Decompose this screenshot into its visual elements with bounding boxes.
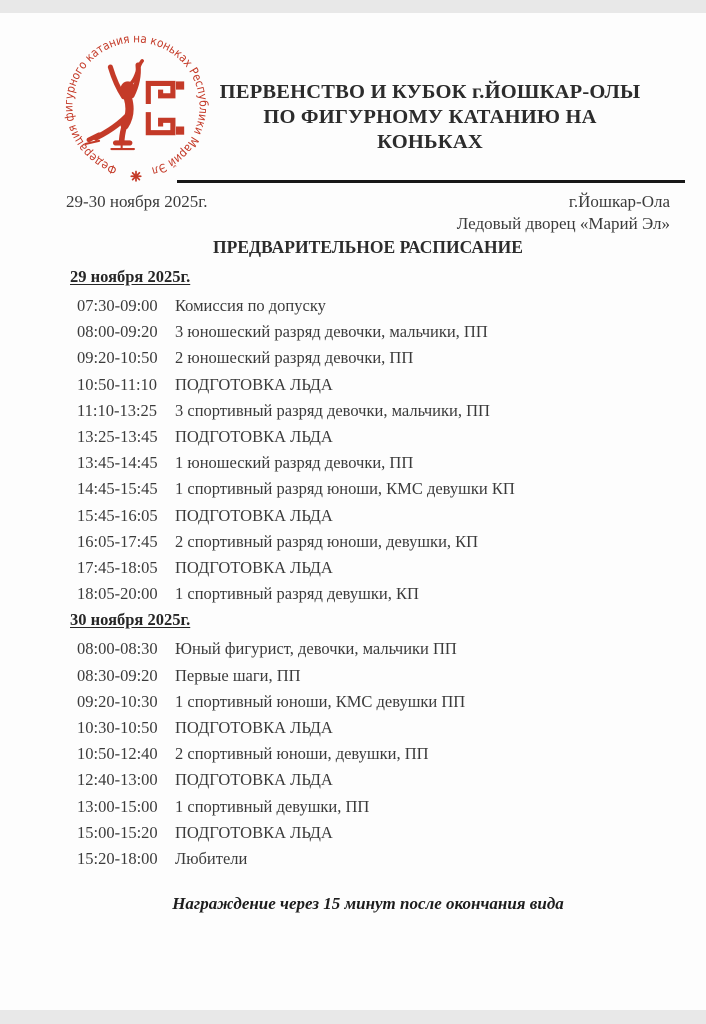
schedule-row-event: 1 спортивный разряд девушки, КП	[175, 584, 419, 604]
schedule-row	[77, 555, 670, 581]
schedule-row	[77, 476, 670, 502]
schedule-row	[77, 503, 670, 529]
schedule-day	[70, 609, 670, 872]
schedule-row	[77, 689, 670, 715]
schedule-row-event: ПОДГОТОВКА ЛЬДА	[175, 822, 333, 842]
schedule-row	[77, 398, 670, 424]
event-info	[66, 191, 670, 259]
schedule-day-heading: 29 ноября 2025г.	[70, 267, 191, 286]
title-line-2: ПО ФИГУРНОМУ КАТАНИЮ НА КОНЬКАХ	[263, 106, 597, 153]
schedule-row-time: 15:45-16:05	[77, 505, 158, 525]
schedule-row	[77, 820, 670, 846]
schedule-row	[77, 767, 670, 793]
title-line-1: ПЕРВЕНСТВО И КУБОК г.ЙОШКАР-ОЛЫ	[219, 81, 641, 103]
event-dates: 29-30 ноября 2025г.	[66, 192, 208, 211]
schedule-row-event: Комиссия по допуску	[175, 296, 326, 315]
schedule-row-event: 1 спортивный девушки, ПП	[175, 796, 370, 816]
schedule-row-event: 1 спортивный разряд юноши, КМС девушки КП	[175, 479, 515, 499]
schedule-row-time: 12:40-13:00	[77, 770, 158, 790]
schedule-row-time: 15:00-15:20	[77, 822, 158, 842]
schedule-day-rows	[77, 293, 670, 607]
schedule-row-time: 08:00-08:30	[77, 639, 158, 659]
schedule-row-event: Первые шаги, ПП	[175, 665, 301, 685]
event-city: г.Йошкар-Ола	[568, 192, 670, 211]
schedule-row-time: 10:30-10:50	[77, 718, 158, 738]
schedule-row	[77, 450, 670, 476]
figure-skater-icon	[86, 61, 142, 149]
schedule-row-event: ПОДГОТОВКА ЛЬДА	[175, 558, 333, 578]
event-info-line	[66, 191, 670, 213]
schedule-row-event: 3 спортивный разряд девочки, мальчики, ПП	[175, 400, 490, 420]
schedule-row-time: 13:00-15:00	[77, 796, 158, 816]
schedule-row-time: 09:20-10:30	[77, 691, 158, 711]
schedule-day-rows	[77, 636, 670, 872]
federation-logo-svg	[54, 24, 218, 188]
schedule-row	[77, 319, 670, 345]
schedule-row-event: 3 юношеский разряд девочки, мальчики, ПП	[175, 322, 488, 342]
schedule-row-event: ПОДГОТОВКА ЛЬДА	[175, 770, 333, 790]
schedule-row-time: 16:05-17:45	[77, 531, 158, 551]
schedule-row-event: 2 спортивный разряд юноши, девушки, КП	[175, 531, 479, 551]
schedule-row-time: 17:45-18:05	[77, 558, 158, 578]
schedule-row	[77, 715, 670, 741]
document-header	[0, 0, 706, 186]
schedule-row-event: ПОДГОТОВКА ЛЬДА	[175, 427, 333, 447]
schedule-row	[77, 636, 670, 662]
schedule-row-time: 08:00-09:20	[77, 322, 158, 342]
schedule-row	[77, 846, 670, 872]
flower-icon	[131, 171, 140, 180]
schedule-row-time: 09:20-10:50	[77, 348, 158, 368]
schedule-row	[77, 424, 670, 450]
schedule-row-event: 2 юношеский разряд девочки, ПП	[175, 348, 414, 368]
schedule-row	[77, 372, 670, 398]
federation-logo	[54, 24, 218, 188]
schedule-row-event: ПОДГОТОВКА ЛЬДА	[175, 718, 333, 738]
schedule-row-event: ПОДГОТОВКА ЛЬДА	[175, 374, 333, 394]
schedule-row-time: 18:05-20:00	[77, 584, 158, 604]
schedule-row-time: 10:50-12:40	[77, 744, 158, 764]
schedule-row-event: ПОДГОТОВКА ЛЬДА	[175, 505, 333, 525]
document-title	[212, 80, 648, 155]
photo-edge-bottom	[0, 1010, 706, 1024]
schedule-row-time: 08:30-09:20	[77, 665, 158, 685]
awards-note: Награждение через 15 минут после окончания вида	[172, 894, 564, 914]
schedule-row	[77, 663, 670, 689]
header-divider	[177, 180, 685, 183]
schedule-heading: ПРЕДВАРИТЕЛЬНОЕ РАСПИСАНИЕ	[213, 237, 523, 257]
schedule-row-event: Любители	[175, 849, 248, 869]
logo-ring-text: Федерация фигурного катания на коньках Республики Марий Эл	[61, 31, 211, 179]
schedule-row	[77, 529, 670, 555]
schedule-row-time: 15:20-18:00	[77, 849, 158, 869]
schedule-row	[77, 741, 670, 767]
schedule-row-event: 2 спортивный юноши, девушки, ПП	[175, 744, 429, 764]
schedule-day	[70, 266, 670, 607]
schedule-row-time: 11:10-13:25	[77, 400, 158, 420]
schedule-row-event: 1 спортивный юноши, КМС девушки ПП	[175, 691, 466, 711]
schedule-day-heading: 30 ноября 2025г.	[70, 610, 191, 630]
schedule-row-time: 14:45-15:45	[77, 479, 158, 499]
mari-ornament-icon	[148, 81, 184, 134]
schedule-row	[77, 581, 670, 607]
schedule-row-time: 13:45-14:45	[77, 453, 158, 473]
schedule	[70, 266, 670, 872]
schedule-row	[77, 794, 670, 820]
schedule-row-event: Юный фигурист, девочки, мальчики ПП	[175, 639, 457, 659]
schedule-row	[77, 345, 670, 371]
schedule-row-time: 13:25-13:45	[77, 427, 158, 447]
schedule-row	[77, 293, 670, 319]
schedule-row-event: 1 юношеский разряд девочки, ПП	[175, 453, 414, 473]
schedule-row-time: 07:30-09:00	[77, 296, 158, 315]
event-venue: Ледовый дворец «Марий Эл»	[456, 214, 670, 233]
schedule-row-time: 10:50-11:10	[77, 374, 158, 394]
